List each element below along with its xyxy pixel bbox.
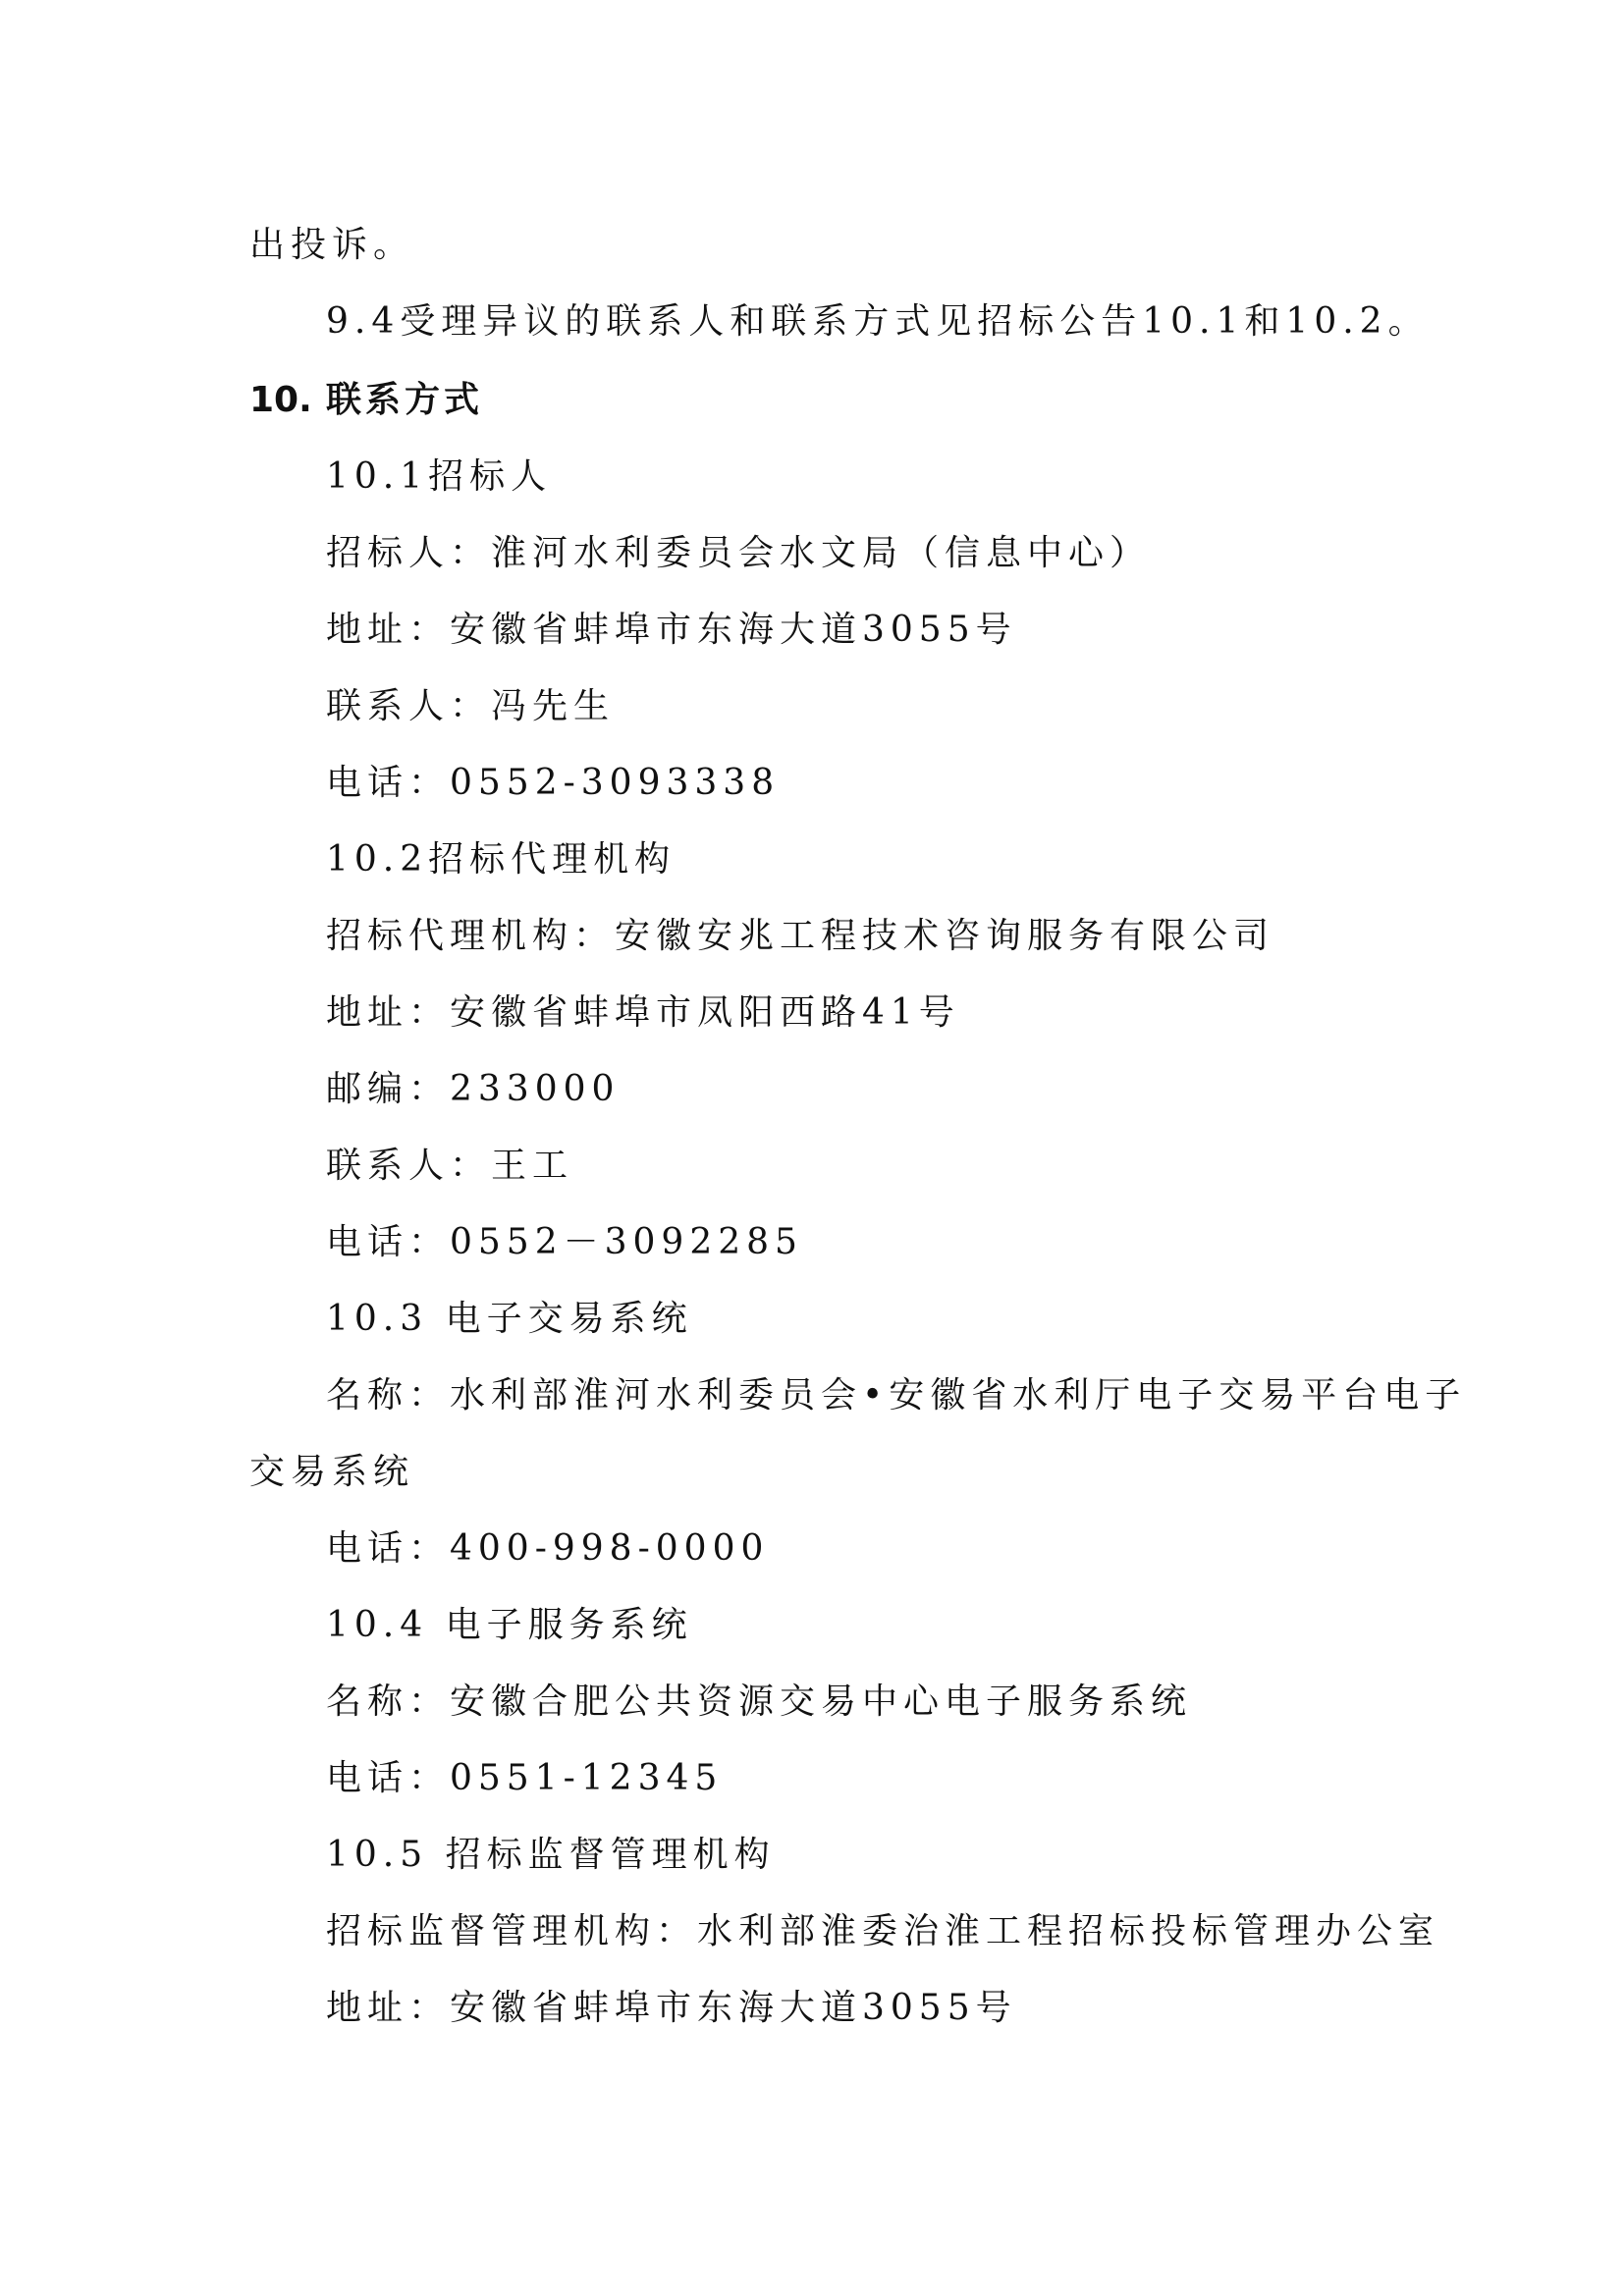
text-line: 地址：安徽省蚌埠市东海大道3055号 bbox=[326, 610, 1017, 650]
text-line: 邮编：233000 bbox=[326, 1069, 621, 1109]
subsection-heading: 10.4 电子服务系统 bbox=[326, 1605, 693, 1645]
subsection-heading: 10.5 招标监督管理机构 bbox=[326, 1835, 776, 1875]
subsection-heading: 10.3 电子交易系统 bbox=[326, 1299, 693, 1339]
text-line: 交易系统 bbox=[249, 1452, 415, 1492]
text-line: 9.4受理异议的联系人和联系方式见招标公告10.1和10.2。 bbox=[326, 301, 1430, 342]
section-title: 联系方式 bbox=[326, 380, 484, 420]
text-line: 地址：安徽省蚌埠市凤阳西路41号 bbox=[326, 992, 960, 1033]
text-line: 招标代理机构：安徽安兆工程技术咨询服务有限公司 bbox=[326, 916, 1275, 956]
text-line: 出投诉。 bbox=[249, 225, 415, 265]
text-line: 电话：0552－3092285 bbox=[326, 1222, 803, 1262]
text-line: 地址：安徽省蚌埠市东海大道3055号 bbox=[326, 1988, 1017, 2028]
text-line: 名称：水利部淮河水利委员会•安徽省水利厅电子交易平台电子 bbox=[326, 1375, 1467, 1415]
section-number: 10. bbox=[249, 380, 312, 420]
text-line: 招标监督管理机构：水利部淮委治淮工程招标投标管理办公室 bbox=[326, 1911, 1440, 1951]
text-line: 联系人：王工 bbox=[326, 1146, 574, 1186]
text-line: 联系人：冯先生 bbox=[326, 686, 616, 726]
subsection-heading: 10.1招标人 bbox=[326, 456, 553, 497]
text-line: 电话：400-998-0000 bbox=[326, 1528, 770, 1569]
text-line: 电话：0551-12345 bbox=[326, 1758, 724, 1798]
text-line: 电话：0552-3093338 bbox=[326, 763, 781, 803]
section-heading bbox=[249, 380, 484, 420]
subsection-heading: 10.2招标代理机构 bbox=[326, 839, 677, 880]
text-line: 名称：安徽合肥公共资源交易中心电子服务系统 bbox=[326, 1682, 1193, 1722]
text-line: 招标人：淮河水利委员会水文局（信息中心） bbox=[326, 533, 1152, 573]
